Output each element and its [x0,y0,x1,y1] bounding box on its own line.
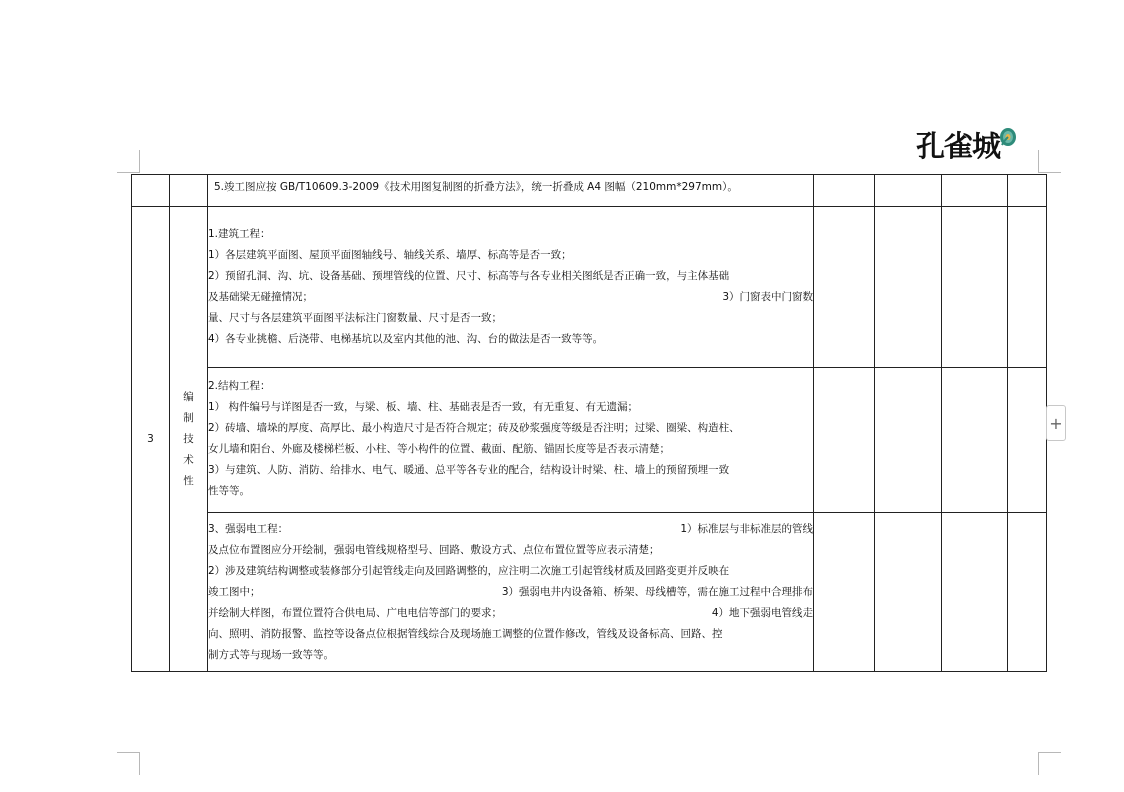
content-line: 量、尺寸与各层建筑平面图平法标注门窗数量、尺寸是否一致； [208,312,502,324]
table-cell-empty [875,368,942,513]
table-row-top [132,175,1047,207]
section-title: 3、强弱电工程： [208,523,289,535]
content-line: 3）与建筑、人防、消防、给排水、电气、暖通、总平等各专业的配合，结构设计时梁、柱、墙上的预留预埋一致 [208,464,730,476]
table-cell-empty [875,175,942,207]
table-cell-empty [132,175,170,207]
table-cell-empty [1008,368,1047,513]
content-line: 及基础梁无碰撞情况； 3）门窗表中门窗数 [208,291,813,303]
section-electrical [208,513,814,672]
content-line: 2）砖墙、墙垛的厚度、高厚比、最小构造尺寸是否符合规定；砖及砂浆强度等级是否注明；过梁、圈梁、构造柱、 [208,422,740,434]
logo-text: 孔雀城 [916,129,1001,163]
table-row [132,207,1047,368]
category-char: 编 [183,390,194,403]
section-title: 2.结构工程： [208,380,271,392]
content-line: 4）各专业挑檐、后浇带、电梯基坑以及室内其他的池、沟、台的做法是否一致等等。 [208,333,604,345]
table-cell-empty [875,513,942,672]
header-logo [916,127,1018,163]
table-cell-empty [942,368,1008,513]
table-row [132,368,1047,513]
crop-mark-top-left [117,150,140,173]
table-cell-empty [814,368,875,513]
content-line: 5.竣工图应按 GB/T10609.3-2009《技术用图复制图的折叠方法》，统一折叠成 A4 图幅（210mm*297mm）。 [214,181,738,193]
category-char: 术 [183,453,194,466]
table-cell-empty [942,175,1008,207]
content-line: 1）各层建筑平面图、屋顶平面图轴线号、轴线关系、墙厚、标高等是否一致； [208,249,572,261]
table-cell-empty [814,207,875,368]
content-line: 向、照明、消防报警、监控等设备点位根据管线综合及现场施工调整的位置作修改，管线及设备标高、回路、控 [208,628,723,640]
content-line: 并绘制大样图，布置位置符合供电局、广电电信等部门的要求； 4）地下强弱电管线走 [208,607,813,619]
content-line: 竣工图中； 3）强弱电井内设备箱、桥架、母线槽等，需在施工过程中合理排布 [208,586,813,598]
table-cell-empty [1008,513,1047,672]
table-cell-empty [875,207,942,368]
checklist-table [131,174,1047,672]
content-line: 制方式等与现场一致等等。 [208,649,334,661]
crop-mark-bottom-right [1038,752,1061,775]
content-line: 3、强弱电工程： 1）标准层与非标准层的管线 [208,523,813,535]
item-category [170,207,208,672]
section-architecture [208,207,814,368]
section-structure [208,368,814,513]
crop-mark-bottom-left [117,752,140,775]
table-cell-empty [942,513,1008,672]
crop-mark-top-right [1038,150,1061,173]
section-title: 1.建筑工程： [208,228,271,240]
add-row-button[interactable]: + [1046,405,1066,441]
content-line: 2）预留孔洞、沟、坑、设备基础、预埋管线的位置、尺寸、标高等与各专业相关图纸是否正确一致，与主体基础 [208,270,730,282]
content-line: 性等等。 [208,485,250,497]
table-cell-empty [1008,175,1047,207]
content-line: 1） 构件编号与详图是否一致，与梁、板、墙、柱、基础表是否一致，有无重复、有无遗漏； [208,401,639,413]
category-char: 技 [183,432,194,445]
table-row [132,513,1047,672]
table-cell-content [208,175,814,207]
table-cell-empty [814,513,875,672]
category-char: 性 [183,474,194,487]
table-cell-empty [942,207,1008,368]
content-line: 女儿墙和阳台、外廊及楼梯栏板、小柱、等小构件的位置、截面、配筋、锚固长度等是否表示清楚； [208,443,670,455]
category-char: 制 [183,411,194,424]
peacock-feather-icon [996,127,1018,149]
item-number: 3 [132,207,170,672]
table-cell-empty [1008,207,1047,368]
content-line: 2）涉及建筑结构调整或装修部分引起管线走向及回路调整的，应注明二次施工引起管线材质及回路变更并反映在 [208,565,730,577]
table-cell-empty [170,175,208,207]
content-line: 及点位布置图应分开绘制，强弱电管线规格型号、回路、敷设方式、点位布置位置等应表示清楚； [208,544,660,556]
table-cell-empty [814,175,875,207]
